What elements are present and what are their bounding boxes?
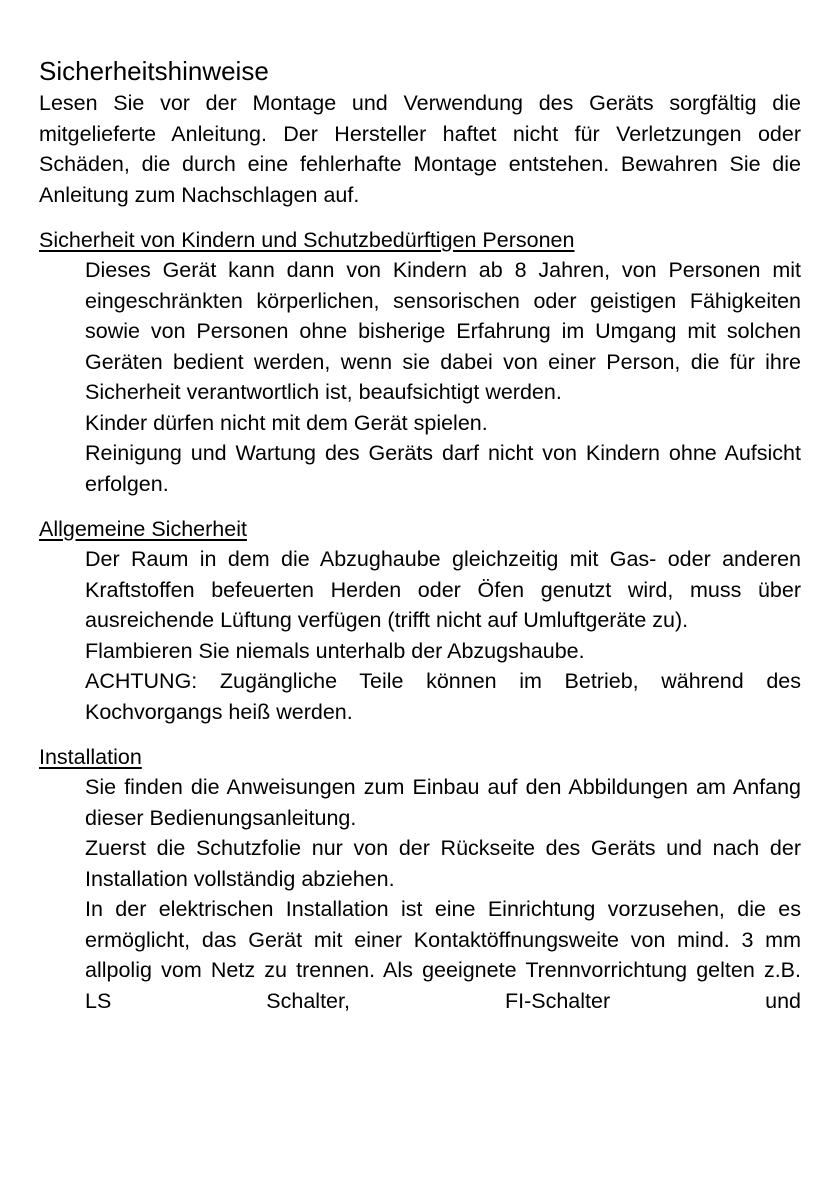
section-paragraph: Zuerst die Schutzfolie nur von der Rückseite des Geräts und nach der Installation vollständig abziehen. bbox=[85, 836, 801, 891]
section-paragraph: Sie finden die Anweisungen zum Einbau auf den Abbildungen am Anfang dieser Bedienungsanleitung. bbox=[85, 775, 801, 830]
section-heading: Allgemeine Sicherheit bbox=[39, 517, 247, 541]
section-general-safety bbox=[39, 514, 801, 727]
section-heading: Sicherheit von Kindern und Schutzbedürftigen Personen bbox=[39, 228, 575, 252]
warning-text: Zugängliche Teile können im Betrieb, während des Kochvorgangs heiß werden. bbox=[85, 669, 801, 724]
page-title: Sicherheitshinweise bbox=[39, 56, 269, 86]
section-paragraph: Kinder dürfen nicht mit dem Gerät spielen. bbox=[85, 410, 488, 435]
section-paragraph: In der elektrischen Installation ist eine Einrichtung vorzusehen, die es ermöglicht, das Gerät mit einer Kontaktöffnungsweite von mind. 3 mm allpolig vom Netz zu trennen. Als geeignete Trennvorrichtung gelten z.B. LS Schalter, FI-Schalter und bbox=[85, 897, 801, 1013]
section-installation bbox=[39, 742, 801, 1016]
section-paragraph: Reinigung und Wartung des Geräts darf nicht von Kindern ohne Aufsicht erfolgen. bbox=[85, 441, 801, 496]
document-page bbox=[39, 54, 801, 1016]
section-paragraph: Dieses Gerät kann dann von Kindern ab 8 Jahren, von Personen mit eingeschränkten körperlichen, sensorischen oder geistigen Fähigkeiten sowie von Personen ohne bisherige Erfahrung im Umgang mit solchen Geräten bedient werden, wenn sie dabei von einer Person, die für ihre Sicherheit verantwortlich ist, beaufsichtigt werden. bbox=[85, 258, 801, 404]
section-heading: Installation bbox=[39, 745, 142, 769]
intro-paragraph: Lesen Sie vor der Montage und Verwendung des Geräts sorgfältig die mitgelieferte Anleitung. Der Hersteller haftet nicht für Verletzungen oder Schäden, die durch eine fehlerhafte Montage entstehen. Bewahren Sie die Anleitung zum Nachschlagen auf. bbox=[39, 91, 801, 207]
warning-label: ACHTUNG: bbox=[85, 669, 198, 693]
warning-paragraph bbox=[85, 666, 801, 727]
section-paragraph: Flambieren Sie niemals unterhalb der Abzugshaube. bbox=[85, 638, 585, 663]
section-child-safety bbox=[39, 225, 801, 499]
section-paragraph: Der Raum in dem die Abzughaube gleichzeitig mit Gas- oder anderen Kraftstoffen befeuerten Herden oder Öfen genutzt wird, muss über ausreichende Lüftung verfügen (trifft nicht auf Umluftgeräte zu). bbox=[85, 547, 801, 632]
